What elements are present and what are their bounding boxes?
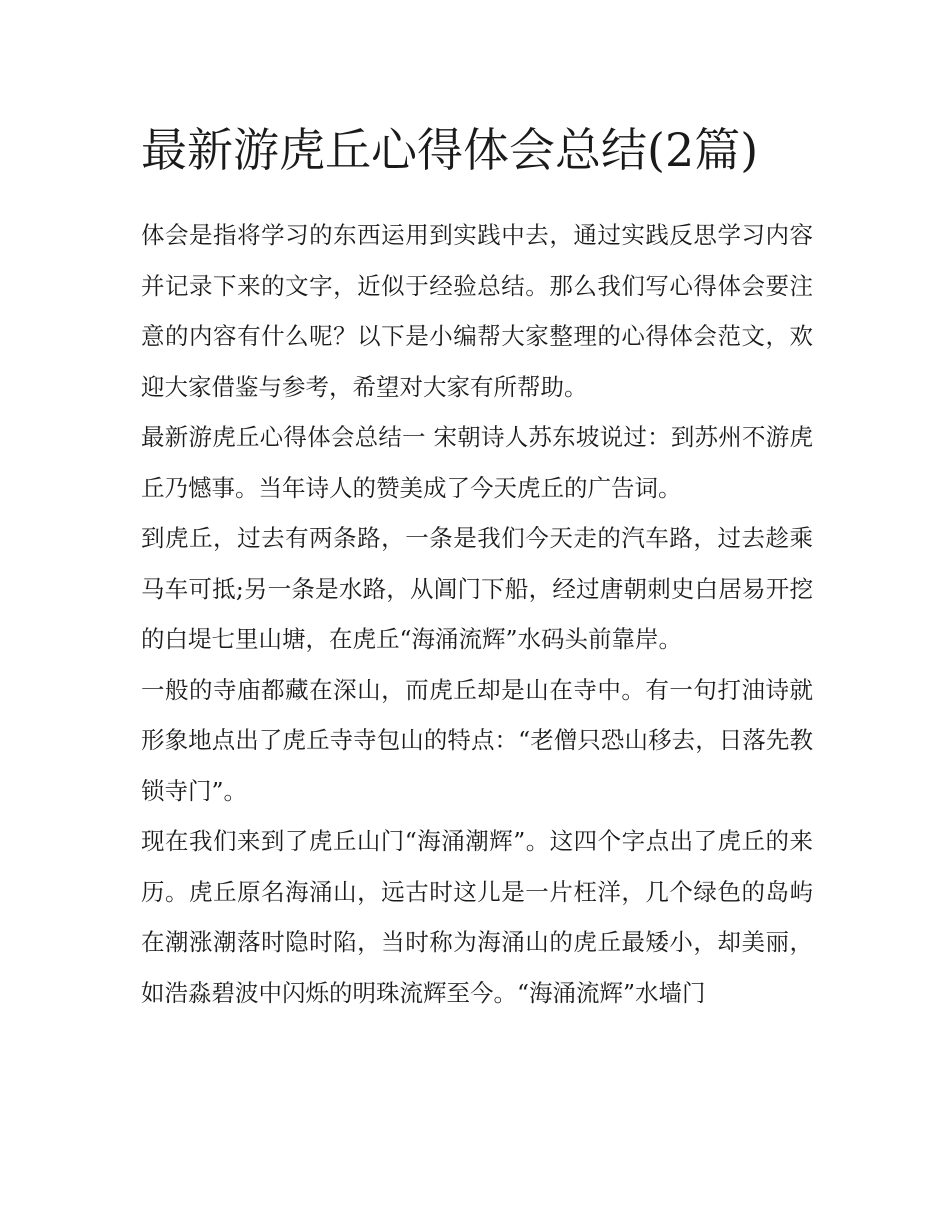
document-body: [141, 112, 813, 1018]
intro-paragraph: 体会是指将学习的东西运用到实践中去，通过实践反思学习内容并记录下来的文字，近似于经验总结。那么我们写心得体会要注意的内容有什么呢？以下是小编帮大家整理的心得体会范文，欢迎大家借鉴与参考，希望对大家有所帮助。: [141, 221, 813, 401]
document-title: 最新游虎丘心得体会总结(2篇): [141, 123, 759, 177]
routes-paragraph: 到虎丘，过去有两条路，一条是我们今天走的汽车路，过去趁乘马车可抵;另一条是水路，从阊门下船，经过唐朝刺史白居易开挖的白堤七里山塘，在虎丘“海涌流辉”水码头前靠岸。: [141, 524, 813, 653]
mountain-gate-paragraph: 现在我们来到了虎丘山门“海涌潮辉”。这四个字点出了虎丘的来历。虎丘原名海涌山，远古时这儿是一片枉洋，几个绿色的岛屿在潮涨潮落时隐时陷，当时称为海涌山的虎丘最矮小，却美丽，如浩淼碧波中闪烁的明珠流辉至今。“海涌流辉”水墙门: [141, 827, 813, 1007]
temple-paragraph: 一般的寺庙都藏在深山，而虎丘却是山在寺中。有一句打油诗就形象地点出了虎丘寺寺包山的特点：“老僧只恐山移去，日落先教锁寺门”。: [141, 675, 813, 805]
section-one-opening-paragraph: 最新游虎丘心得体会总结一 宋朝诗人苏东坡说过：到苏州不游虎丘乃憾事。当年诗人的赞美成了今天虎丘的广告词。: [141, 423, 813, 502]
